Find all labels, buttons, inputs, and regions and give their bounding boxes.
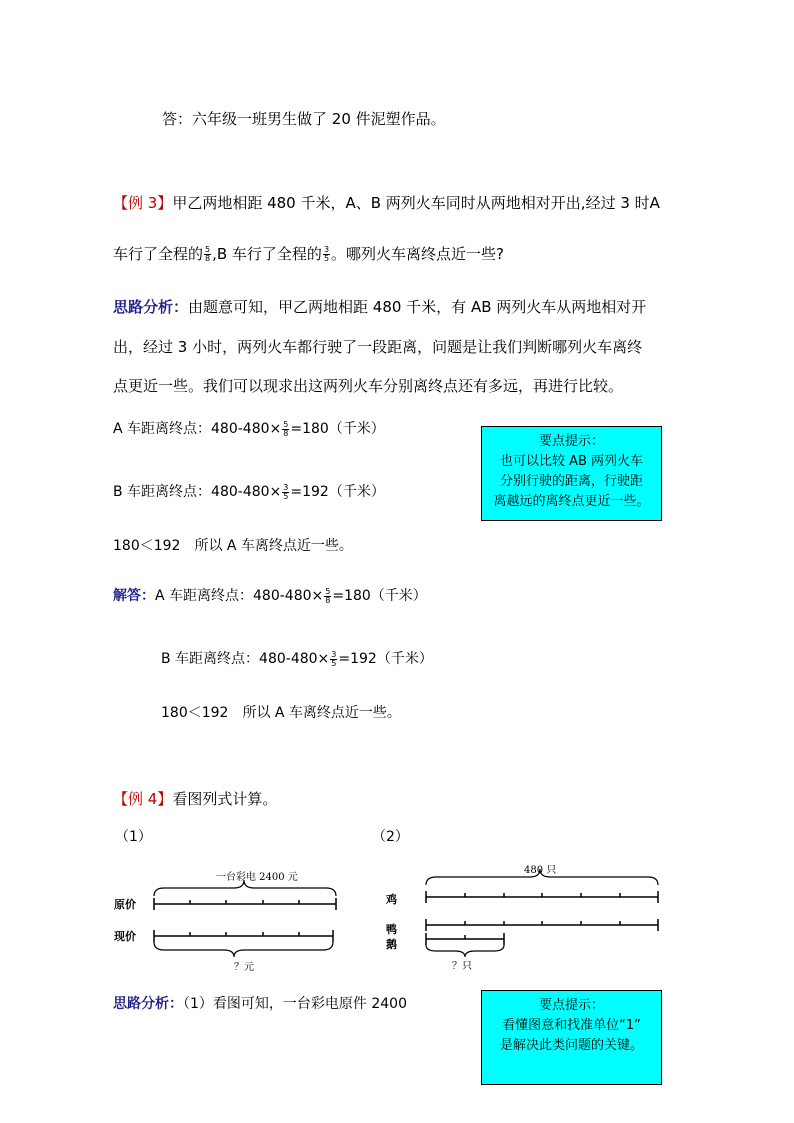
fraction-5-8: $\frac{5}{8}$ — [205, 245, 211, 263]
diagram2-unknown-label: ？只 — [452, 961, 472, 972]
goose-bar — [426, 933, 504, 945]
example4-tag: 【例 4】 — [113, 790, 173, 808]
example3-text2b: ,B 车行了全程的 — [212, 245, 322, 263]
analysis3-line2: 出，经过 3 小时，两列火车都行驶了一段距离，问题是让我们判断哪列火车离终 — [113, 338, 643, 356]
chicken-bar — [426, 891, 658, 903]
example3-text2c: 。哪列火车离终点近一些? — [331, 245, 504, 263]
example3-text2a: 车行了全程的 — [113, 245, 204, 263]
example4-line: 【例 4】看图列式计算。 — [113, 790, 278, 808]
analysis3-line3: 点更近一些。我们可以现求出这两列火车分别离终点还有多远，再进行比较。 — [113, 377, 624, 395]
current-price-bar — [154, 930, 333, 942]
analysis-label: 思路分析： — [113, 298, 189, 316]
solution-a-line: 解答：A 车距离终点：480-480× $\frac{5}{8}$ =180（千米） — [113, 586, 427, 605]
diagram2-row3-label: 鹅 — [386, 938, 397, 951]
solution-label: 解答： — [113, 588, 155, 604]
calc-b-line: B 车距离终点：480-480× $\frac{3}{5}$ =192（千米） — [113, 482, 385, 501]
analysis3-line1: 思路分析：由题意可知，甲乙两地相距 480 千米，有 AB 两列火车从两地相对开 — [113, 298, 647, 316]
calc-a-line: A 车距离终点：480-480× $\frac{5}{8}$ =180（千米） — [113, 419, 385, 438]
tip-box-2: 要点提示： 看懂图意和找准单位“1” 是解决此类问题的关键。 — [481, 990, 662, 1085]
tip-title: 要点提示： — [538, 434, 604, 449]
diagram1-row1-label: 原价 — [114, 898, 136, 911]
example3-line2 — [113, 243, 504, 264]
diagram1-total-label: 一台彩电 2400 元 — [216, 872, 298, 883]
example3-text1: 甲乙两地相距 480 千米，A、B 两列火车同时从两地相对开出,经过 3 时A — [172, 194, 660, 212]
answer-line: 答：六年级一班男生做了 20 件泥塑作品。 — [162, 110, 446, 128]
duck-bar — [426, 919, 658, 931]
original-price-bar — [154, 898, 336, 910]
tip-box-1: 要点提示： 也可以比较 AB 两列火车 分别行驶的距离，行驶距 离越远的离终点更近一些。 — [481, 426, 662, 521]
part2-label: （2） — [372, 829, 409, 845]
diagram2-total-label: 480 只 — [524, 865, 557, 876]
analysis4-label: 思路分析： — [113, 996, 183, 1012]
diagram1-unknown-label: ？元 — [234, 962, 254, 972]
fraction-3-5: $\frac{3}{5}$ — [323, 245, 330, 263]
tip2-title: 要点提示： — [538, 998, 604, 1013]
solution-b-line: B 车距离终点：480-480× $\frac{3}{5}$ =192（千米） — [161, 649, 433, 668]
diagram2-row1-label: 鸡 — [386, 893, 397, 906]
calc-compare: 180＜192 所以 A 车离终点近一些。 — [113, 538, 353, 554]
example3-line1 — [113, 192, 660, 213]
diagram1-row2-label: 现价 — [114, 930, 136, 943]
segment-diagram-2 — [380, 855, 670, 975]
segment-diagram-1 — [110, 860, 380, 972]
diagram2-row2-label: 鸭 — [386, 923, 397, 936]
solution-compare: 180＜192 所以 A 车离终点近一些。 — [161, 705, 401, 721]
analysis4-line: 思路分析：（1）看图可知，一台彩电原件 2400 — [113, 996, 407, 1012]
part1-label: （1） — [115, 829, 152, 845]
example3-tag: 【例 3】 — [113, 194, 173, 212]
